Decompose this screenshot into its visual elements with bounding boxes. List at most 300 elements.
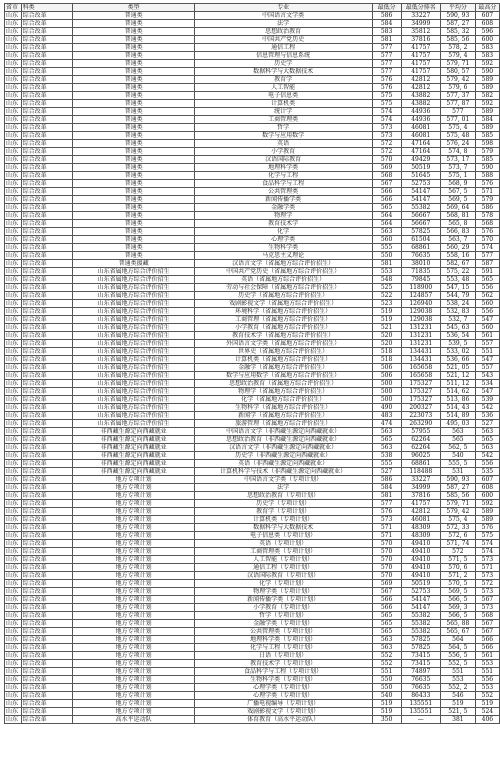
cell-type: 山东省属地方综合评价招生 [73,364,194,372]
cell-category: 综合改革 [21,676,73,684]
cell-major: 劳动与社会保障（省属地方综合评价招生） [194,284,372,292]
cell-major: 英语（专项计划） [194,540,372,548]
cell-major: 通信工程（专项计划） [194,564,372,572]
cell-province: 山东 [5,44,22,52]
cell-major: 物理学 [194,212,372,220]
cell-type: 普通类 [73,140,194,148]
cell-avg-score: 555, 5 [440,460,475,468]
cell-max-score: 542 [475,452,499,460]
table-row [5,260,500,268]
cell-type: 普通类 [73,108,194,116]
table-row [5,60,500,68]
cell-min-rank: 61504 [401,236,440,244]
cell-max-score: 585 [475,132,499,140]
cell-type: 山东省属地方综合评价招生 [73,292,194,300]
cell-min-rank: 33227 [401,476,440,484]
cell-province: 山东 [5,156,22,164]
table-row [5,172,500,180]
cell-max-score: 576 [475,228,499,236]
cell-province: 山东 [5,292,22,300]
cell-category: 综合改革 [21,684,73,692]
cell-max-score: 598 [475,140,499,148]
cell-avg-score: 587, 27 [440,484,475,492]
cell-type: 普通类 [73,60,194,68]
cell-max-score: 600 [475,492,499,500]
cell-min-score: 586 [372,12,401,20]
cell-max-score: 561 [475,332,499,340]
table-row [5,36,500,44]
cell-category: 综合改革 [21,572,73,580]
cell-min-rank: 118900 [401,284,440,292]
table-row [5,332,500,340]
cell-min-score: 540 [372,692,401,700]
cell-min-score: 565 [372,436,401,444]
cell-major: 地理科学类（专项计划） [194,636,372,644]
cell-type: 山东省属地方综合评价招生 [73,276,194,284]
cell-major: 中国共产党历史（省属地方综合评价招生） [194,268,372,276]
cell-min-score: 570 [372,572,401,580]
header-min-rank: 最低分排名 [401,4,440,12]
cell-avg-score: 563, 7 [440,236,475,244]
cell-type: 地方专项计划 [73,652,194,660]
cell-min-score: 518 [372,356,401,364]
cell-province: 山东 [5,700,22,708]
cell-min-score: 521 [372,324,401,332]
table-row [5,308,500,316]
cell-avg-score: 551 [440,668,475,676]
cell-province: 山东 [5,564,22,572]
cell-min-rank: 76635 [401,676,440,684]
cell-category: 综合改革 [21,620,73,628]
cell-category: 综合改革 [21,284,73,292]
cell-min-score: 538 [372,452,401,460]
cell-min-rank: 42812 [401,76,440,84]
cell-province: 山东 [5,108,22,116]
header-row [5,4,500,12]
table-body [5,12,500,724]
cell-category: 综合改革 [21,228,73,236]
cell-min-rank: 56667 [401,220,440,228]
cell-type: 地方专项计划 [73,628,194,636]
table-row [5,692,500,700]
cell-type: 山东省属地方综合评价招生 [73,308,194,316]
cell-province: 山东 [5,516,22,524]
cell-min-score: 570 [372,540,401,548]
cell-avg-score: 553, 48 [440,276,475,284]
cell-min-rank: 54147 [401,596,440,604]
cell-max-score: 560 [475,300,499,308]
cell-min-score: 564 [372,220,401,228]
cell-min-rank: 135551 [401,700,440,708]
cell-min-rank: 47164 [401,140,440,148]
cell-province: 山东 [5,548,22,556]
table-row [5,364,500,372]
cell-avg-score: 590, 93 [440,476,475,484]
cell-major: 马克思主义理论 [194,252,372,260]
cell-major: 英语 [194,140,372,148]
cell-max-score: 579 [475,196,499,204]
cell-avg-score: 569, 5 [440,588,475,596]
cell-major: 思想政治教育（非西藏生源定向西藏就业） [194,436,372,444]
cell-max-score: 527 [475,420,499,428]
table-row [5,276,500,284]
cell-category: 综合改革 [21,180,73,188]
header-min-score: 最低分 [372,4,401,12]
cell-type: 地方专项计划 [73,708,194,716]
table-row [5,108,500,116]
cell-major: 教育学 [194,76,372,84]
cell-category: 综合改革 [21,556,73,564]
cell-min-rank: 73415 [401,660,440,668]
cell-major: 旅游管理（省属地方综合评价招生） [194,420,372,428]
cell-major: 法学 [194,484,372,492]
cell-province: 山东 [5,220,22,228]
cell-province: 山东 [5,652,22,660]
table-row [5,196,500,204]
table-row [5,468,500,476]
cell-category: 综合改革 [21,308,73,316]
cell-category: 综合改革 [21,444,73,452]
cell-type: 普通类 [73,92,194,100]
table-row [5,356,500,364]
cell-category: 综合改革 [21,332,73,340]
table-row [5,548,500,556]
cell-max-score: 565 [475,436,499,444]
cell-province: 山东 [5,572,22,580]
cell-province: 山东 [5,684,22,692]
cell-min-score: 522 [372,292,401,300]
cell-province: 山东 [5,244,22,252]
table-row [5,236,500,244]
cell-max-score: 571 [475,564,499,572]
header-type: 类型 [73,4,194,12]
cell-type: 地方专项计划 [73,500,194,508]
cell-min-rank: 41757 [401,44,440,52]
cell-avg-score: 579, 4 [440,52,475,60]
cell-type: 普通类 [73,196,194,204]
cell-avg-score: 571, 74 [440,540,475,548]
cell-province: 山东 [5,692,22,700]
cell-min-score: 586 [372,476,401,484]
cell-major: 数据科学与大数据技术 [194,68,372,76]
cell-min-score: 551 [372,668,401,676]
cell-province: 山东 [5,644,22,652]
cell-province: 山东 [5,356,22,364]
cell-max-score: 573 [475,588,499,596]
table-row [5,660,500,668]
cell-category: 综合改革 [21,116,73,124]
cell-type: 普通类 [73,116,194,124]
cell-major: 哲学 [194,124,372,132]
cell-province: 山东 [5,412,22,420]
cell-type: 地方专项计划 [73,596,194,604]
cell-major: 心理学类（专项计划） [194,684,372,692]
cell-min-rank: 50519 [401,164,440,172]
cell-province: 山东 [5,364,22,372]
cell-category: 综合改革 [21,564,73,572]
cell-min-score: 572 [372,148,401,156]
cell-min-rank: 54147 [401,188,440,196]
cell-min-rank: 165658 [401,372,440,380]
cell-avg-score: 564, 5 [440,644,475,652]
cell-max-score: 543 [475,372,499,380]
cell-major: 教育技术学（专项计划） [194,660,372,668]
table-row [5,20,500,28]
cell-avg-score: 585, 32 [440,28,475,36]
cell-category: 综合改革 [21,348,73,356]
cell-avg-score: 566, 5 [440,612,475,620]
cell-type: 地方专项计划 [73,548,194,556]
cell-province: 山东 [5,556,22,564]
cell-min-score: 565 [372,612,401,620]
cell-avg-score: 519 [440,700,475,708]
cell-min-rank: 37816 [401,492,440,500]
table-row [5,292,500,300]
cell-min-rank: 175327 [401,388,440,396]
cell-major: 日语（专项计划） [194,652,372,660]
cell-category: 综合改革 [21,324,73,332]
cell-type: 山东省属地方综合评价招生 [73,340,194,348]
cell-province: 山东 [5,180,22,188]
cell-avg-score: 532, 83 [440,308,475,316]
cell-min-score: 525 [372,284,401,292]
cell-major: 汉语国际教育 [194,156,372,164]
cell-max-score: 556 [475,308,499,316]
cell-max-score: 562 [475,292,499,300]
table-row [5,532,500,540]
cell-min-rank: 49410 [401,564,440,572]
cell-major: 思想政治教育（省属地方综合评价招生） [194,380,372,388]
cell-min-score: 574 [372,108,401,116]
cell-province: 山东 [5,132,22,140]
cell-min-rank: 62264 [401,436,440,444]
cell-province: 山东 [5,28,22,36]
cell-type: 普通类 [73,236,194,244]
cell-type: 地方专项计划 [73,540,194,548]
cell-type: 普通类 [73,132,194,140]
table-row [5,204,500,212]
cell-type: 非西藏生源定向西藏就业 [73,444,194,452]
cell-type: 普通类 [73,188,194,196]
cell-province: 山东 [5,100,22,108]
cell-max-score: 589 [475,84,499,92]
cell-min-rank: 124857 [401,292,440,300]
cell-major: 生物科学（省属地方综合评价招生） [194,404,372,412]
cell-avg-score: 565, 8 [440,220,475,228]
cell-avg-score: 539, 5 [440,340,475,348]
cell-category: 综合改革 [21,164,73,172]
table-row [5,44,500,52]
cell-max-score: 556 [475,460,499,468]
table-row [5,668,500,676]
cell-min-score: 527 [372,468,401,476]
cell-min-rank: 43882 [401,100,440,108]
cell-type: 山东省属地方综合评价招生 [73,316,194,324]
table-row [5,540,500,548]
cell-min-score: 563 [372,644,401,652]
cell-min-score: 553 [372,268,401,276]
cell-min-score: 555 [372,244,401,252]
cell-province: 山东 [5,508,22,516]
table-row [5,484,500,492]
cell-province: 山东 [5,468,22,476]
table-row [5,388,500,396]
cell-type: 非西藏生源定向西藏就业 [73,468,194,476]
cell-major: 化学与工程 [194,172,372,180]
cell-max-score: 568 [475,612,499,620]
cell-category: 综合改革 [21,20,73,28]
cell-province: 山东 [5,660,22,668]
cell-major: 英语（省属地方综合评价招生） [194,276,372,284]
cell-type: 非西藏生源定向西藏就业 [73,460,194,468]
cell-province: 山东 [5,196,22,204]
cell-min-score: 574 [372,116,401,124]
cell-max-score: 579 [475,148,499,156]
cell-min-rank: 42812 [401,508,440,516]
cell-province: 山东 [5,452,22,460]
cell-avg-score: 572 [440,548,475,556]
cell-avg-score: 571, 5 [440,556,475,564]
cell-type: 山东省属地方综合评价招生 [73,396,194,404]
cell-min-rank: 42812 [401,84,440,92]
cell-min-score: 500 [372,388,401,396]
table-row [5,436,500,444]
cell-province: 山东 [5,84,22,92]
cell-min-score: 563 [372,228,401,236]
cell-avg-score: 572, 6 [440,532,475,540]
cell-avg-score: 579, 71 [440,60,475,68]
cell-type: 普通类 [73,220,194,228]
cell-category: 综合改革 [21,268,73,276]
cell-min-rank: 52753 [401,588,440,596]
cell-type: 普通类 [73,84,194,92]
cell-avg-score: 562, 5 [440,444,475,452]
cell-avg-score: 536, 54 [440,332,475,340]
table-row [5,596,500,604]
table-row [5,52,500,60]
cell-province: 山东 [5,716,22,724]
cell-category: 综合改革 [21,220,73,228]
cell-min-score: 483 [372,412,401,420]
cell-min-score: 569 [372,164,401,172]
table-row [5,684,500,692]
cell-avg-score: 569, 3 [440,604,475,612]
cell-min-score: 550 [372,684,401,692]
cell-avg-score: 580, 57 [440,68,475,76]
cell-type: 普通类 [73,212,194,220]
cell-avg-score: 577, 37 [440,92,475,100]
cell-type: 高水平运动队 [73,716,194,724]
table-row [5,372,500,380]
cell-province: 山东 [5,404,22,412]
table-row [5,620,500,628]
table-row [5,124,500,132]
cell-avg-score: 560, 29 [440,244,475,252]
cell-max-score: 587 [475,260,499,268]
cell-min-score: 566 [372,196,401,204]
cell-province: 山东 [5,340,22,348]
table-row [5,556,500,564]
cell-max-score: 584 [475,116,499,124]
cell-type: 地方专项计划 [73,668,194,676]
cell-max-score: 573 [475,604,499,612]
cell-category: 综合改革 [21,588,73,596]
cell-type: 非西藏生源定向西藏就业 [73,428,194,436]
cell-province: 山东 [5,60,22,68]
cell-min-rank: 33227 [401,12,440,20]
cell-avg-score: 532, 7 [440,316,475,324]
cell-province: 山东 [5,172,22,180]
cell-min-rank: 44936 [401,116,440,124]
cell-avg-score: 568, 9 [440,180,475,188]
cell-type: 地方专项计划 [73,564,194,572]
cell-min-rank: 54147 [401,604,440,612]
cell-category: 综合改革 [21,276,73,284]
cell-province: 山东 [5,524,22,532]
cell-type: 普通类 [73,228,194,236]
cell-category: 综合改革 [21,44,73,52]
cell-min-rank: 57955 [401,428,440,436]
cell-max-score: 552 [475,692,499,700]
cell-min-rank: 34999 [401,484,440,492]
cell-min-rank: 135551 [401,708,440,716]
cell-min-score: 519 [372,308,401,316]
cell-province: 山东 [5,428,22,436]
cell-type: 地方专项计划 [73,692,194,700]
cell-max-score: 583 [475,44,499,52]
cell-min-score: 560 [372,236,401,244]
cell-min-rank: 74897 [401,668,440,676]
cell-min-score: 566 [372,604,401,612]
cell-avg-score: 545, 63 [440,324,475,332]
cell-province: 山东 [5,284,22,292]
cell-type: 山东省属地方综合评价招生 [73,324,194,332]
cell-major: 中国语言文学类 [194,12,372,20]
cell-type: 普通类 [73,204,194,212]
cell-type: 地方专项计划 [73,644,194,652]
cell-min-score: 577 [372,52,401,60]
cell-category: 综合改革 [21,300,73,308]
cell-avg-score: 538, 24 [440,300,475,308]
cell-max-score: 592 [475,60,499,68]
cell-max-score: 582 [475,92,499,100]
cell-type: 地方专项计划 [73,524,194,532]
cell-min-score: 573 [372,516,401,524]
cell-major: 信息管理与信息系统 [194,52,372,60]
cell-max-score: 589 [475,508,499,516]
cell-min-rank: 54147 [401,196,440,204]
cell-type: 非西藏生源定向西藏就业 [73,452,194,460]
cell-type: 山东省属地方综合评价招生 [73,404,194,412]
cell-type: 普通类 [73,44,194,52]
table-row [5,228,500,236]
cell-min-rank: 129038 [401,308,440,316]
cell-category: 综合改革 [21,380,73,388]
cell-min-rank: 131231 [401,340,440,348]
table-row [5,28,500,36]
cell-province: 山东 [5,636,22,644]
table-row [5,580,500,588]
cell-province: 山东 [5,76,22,84]
cell-major: 生物科学类 [194,244,372,252]
cell-major: 中国共产党历史 [194,36,372,44]
cell-min-score: 520 [372,332,401,340]
cell-major: 化学（专项计划） [194,580,372,588]
cell-major: 教育技术学（省属地方综合评价招生） [194,332,372,340]
cell-major: 计算机类（省属地方综合评价招生） [194,356,372,364]
cell-type: 普通类 [73,124,194,132]
cell-avg-score: 565, 88 [440,620,475,628]
